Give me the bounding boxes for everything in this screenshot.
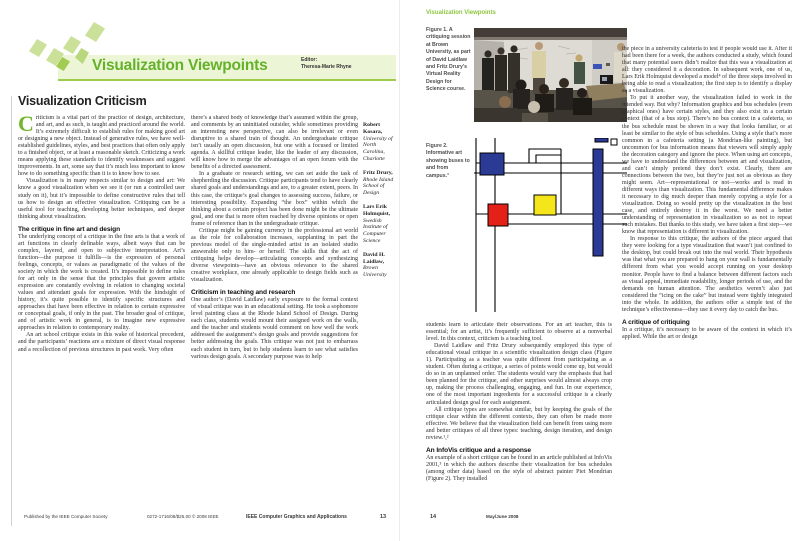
- author-affiliation: Swedish Institute of Computer Science: [363, 217, 388, 244]
- paragraph: the piece in a university cafeteria to test if people would use it. After it had been there for a week, the authors conducted a study, which found that many potential users didn’t realize that this was a visualization at all: they considered it a decoration. In subsequent work, one of us, Lars Erik Holmquist developed a model⁴ of the three steps involved in being able to read a visualization; the first step is to identify a display as a visualization.: [622, 46, 792, 95]
- footer-published-by: Published by the IEEE Computer Society: [24, 514, 108, 519]
- left-page-column-1: [18, 115, 185, 511]
- paragraph: there’s a shared body of knowledge that’s assumed within the group, and comments by an uninitiated outsider, while sometimes providing an interesting new perspective, can also be irrelevant or even disruptive to a shared train of thought. An undergraduate critique isn’t usually an open discussion, but one with a focused or limited agenda. A skillful critique leader, like the leader of any discussion, will know how to merge the advantages of an open forum with the benefits of a directed assessment.: [191, 115, 358, 171]
- paragraph: An example of a short critique can be found in an article published at InfoVis 2001,³ in which the authors describe their visualization for bus schedules (among other data) based on the style of abstract painter Piet Mondrian (Figure 2). They installed: [426, 454, 612, 482]
- section-heading: The critique in fine art and design: [18, 225, 121, 233]
- paragraph: students learn to articulate their observations. For an art teacher, this is essential; for an artist, it’s frequently sufficient to observe at a nonverbal level. In this context, criticism is a teaching tool.: [426, 322, 612, 343]
- figure1-caption: Figure 1. A critiquing session at Brown University, as part of David Laidlaw and Fritz Drury’s Virtual Reality Design for Science course.: [426, 27, 471, 93]
- footer-page-number: 14: [430, 514, 437, 520]
- paragraph: [18, 115, 185, 178]
- figure1-photo: [474, 28, 627, 122]
- paragraph: To put it another way, the visualization failed to work in the intended way. But why? Information graphics and bus schedules (even graphical ones) have certain styles, and they also exist in a certain context (that of a bus stop). There’s no bus context in a cafeteria, so the bus schedule must be shown in a way that looks familiar, or at least be similar to the style of bus schedules. Using a style that’s more common in a cafeteria setting (a Mondrian-like painting), but uncommon for bus information means that viewers will simply apply the decoration category and ignore the piece. When using art concepts, we have to understand the differences between art and visualization, and can’t simply pretend they don’t exist. Clearly, there are connections between the two, but they’re just not as obvious as they might seem. Art—representational or not—works and is read in different ways than visualization. This fundamental difference makes it necessary to dig much deeper than merely copying a style for a visualization. Doing so would pretty up the visualization in the best case, and entirely destroy it in the worst. We need a better understanding of representation in visualization so as not to repeat such mistakes. But thanks to this study, we have taken a first step—we know that representation is different in visualization.: [622, 95, 792, 236]
- page-divider: [399, 0, 400, 541]
- right-page-column-2: [622, 46, 792, 510]
- department-title: Visualization Viewpoints: [92, 57, 268, 74]
- section-heading: A critique of critiquing: [622, 318, 690, 326]
- paragraph: An art school critique exists in this wake of historical precedent, and the participants’ reactions are a mixture of direct visual response and a recollection of previous structures in past work. Very often: [18, 332, 185, 353]
- drop-cap: C: [18, 115, 34, 136]
- authors-sidebar: [363, 122, 397, 286]
- author-name: Robert Kosara,: [363, 122, 383, 135]
- footer-journal-name: IEEE Computer Graphics and Applications: [246, 514, 347, 520]
- footer-page-number: 13: [380, 514, 387, 520]
- editor-label: Editor:: [301, 57, 318, 63]
- right-page-column-1: [426, 322, 612, 508]
- author-affiliation: Brown University: [363, 265, 387, 279]
- paragraph: All critique types are somewhat similar, but by keeping the goals of the critique clear within the different contexts, they can often be made more effective. We believe that the visualization field can benefit from using more and better critiques of all three types: teaching, design iteration, and design review.¹,²: [426, 406, 612, 441]
- author-name: Lars Erik Holmquist,: [363, 203, 391, 217]
- author-entry: [363, 204, 397, 245]
- footer-issue-date: May/June 2008: [486, 514, 519, 519]
- paragraph: In a critique, it’s necessary to be aware of the context in which it’s applied. While the art or design: [622, 326, 792, 340]
- paragraph: The underlying concept of a critique in the fine arts is that a work of art functions in clearly definable ways, albeit ways that can be complex, layered, and open to subjective interpretation. Art’s function—the purpose it fulfills—is the expression of personal feelings, concepts, or values as paradigmatic of the values of the society in which the work is created. It’s impossible to define rules for art only in the sense that the principles that govern artistic expression are constantly evolving in relation to changing societal values and attendant goals for expression. With the hindsight of history, it’s quite possible to identify specific structures and approaches that have been effective in relation to certain expressive or conceptual goals, if only in the past. The broader goal of critique, and of artistic work in general, is to imagine new expressive approaches in relation to contemporary reality.: [18, 233, 185, 332]
- editor-name: Theresa-Marie Rhyne: [301, 63, 352, 70]
- paragraph: David Laidlaw and Fritz Drury subsequently employed this type of educational visual critique in a scientific visualization design class (Figure 1). Participating as a teacher was quite different from participating as a student. Often during a critique, a series of points would come up, but would do so in an unplanned order. The students would vary the emphasis that had been planned for the critique, and other surprises would almost always crop up, making the process challenging, engaging, and fun. In our experience, one of the most important ingredients for a successful critique is a clearly articulated design goal for each assignment.: [426, 343, 612, 406]
- page-right: [400, 0, 800, 541]
- article-title: Visualization Criticism: [18, 94, 147, 108]
- paragraph: In response to this critique, the authors of the piece argued that they were looking for a type visualization that wasn’t just confined to the desktop, but could break out into the real world. Their hypothesis was that what you are prepared to hang on your wall is fundamentally different from what you would accept running on your desktop monitor. People have to find a balance between different factors such as visual appeal, immediate readability, longer periods of use, and the demands on human attention. The aesthetics weren’t also just considered the “icing on the cake” but instead were tightly integrated into the whole. In addition, the authors offer a simple test of the technique’s effectiveness—they use it every day to catch the bus.: [622, 236, 792, 313]
- running-head: Visualization Viewpoints: [426, 10, 496, 16]
- figure2-caption: Figure 2. Informative art showing buses to and from campus.³: [426, 143, 470, 179]
- author-entry: [363, 252, 397, 279]
- author-entry: [363, 122, 397, 163]
- author-name: David H. Laidlaw,: [363, 251, 385, 265]
- editor-credit: [301, 57, 352, 70]
- paragraph: In a graduate or research setting, we can set aside the task of shepherding the discussion. Critique participants tend to have clearly shared goals and understandings and are, to a greater extent, peers. In this case, the critique’s goal changes to assessing success, failure, or interesting possibility. Expanding “the box” within which the thinking about a certain project has been done might be the ultimate goal, and one that is more often reached by diverse opinions or open frame of reference than in the undergraduate critique.: [191, 171, 358, 227]
- figure2-mondrian-art: [474, 138, 627, 312]
- paragraph-text: riticism is a vital part of the practice of design, architecture, and art, and as such, is taught and practiced around the world. It’s extremely difficult to establish rules for making good art or designing a new object. Instead of generative rules, we have well-established guidelines, styles, and best practices that often only apply to a finished object, or at least a reasonable sketch. Criticizing a work means applying these standards to identify weaknesses and suggest improvements. In art, some say that it’s much less important to know how to do something specific than it is to know how to see.: [18, 115, 185, 178]
- section-heading: An InfoVis critique and a response: [426, 446, 531, 454]
- section-heading: Criticism in teaching and research: [191, 289, 296, 297]
- author-name: Fritz Drury,: [363, 169, 393, 176]
- paragraph: Visualization is in many respects similar to design and art: We know a good visualization when we see it (or run a controlled user study on it), but it’s impossible to define constructive rules that tell us how to design an effective visualization. Critiquing can be a useful tool for teaching, developing better techniques, and deeper thinking about visualization.: [18, 178, 185, 220]
- paragraph: One author’s (David Laidlaw) early exposure to the formal context of visual critique was in an educational setting. He took a sophomore level painting class at the Rhode Island School of Design. During each class, students would mount their assigned work on the walls, and the teacher and students would comment on how well the work addressed the assignment’s design goals and provide suggestions for better addressing the goals. This critique was not just to embarrass each student in turn, but to help students learn to see what satisfies various design goals. A secondary purpose was to help: [191, 297, 358, 360]
- paragraph: Critique might be gaining currency in the professional art world as the role for collaboration increases, supplanting in part the previous model of the single-minded artist in an isolated studio answerable only to him- or herself. The skills that the act of critiquing helps develop—articulating concepts and synthesizing diverse viewpoints—have an obvious relevance to the shared creative workplace, one already applicable to design fields such as visualization.: [191, 227, 358, 284]
- department-banner-rule: [58, 79, 396, 81]
- author-affiliation: Rhode Island School of Design: [363, 176, 394, 197]
- author-affiliation: University of North Carolina, Charlotte: [363, 135, 393, 162]
- footer-issn: 0272-1716/08/$25.00 © 2008 IEEE: [147, 514, 219, 519]
- author-entry: [363, 170, 397, 197]
- left-page-column-2: [191, 115, 358, 511]
- page-edge-line: [11, 96, 12, 526]
